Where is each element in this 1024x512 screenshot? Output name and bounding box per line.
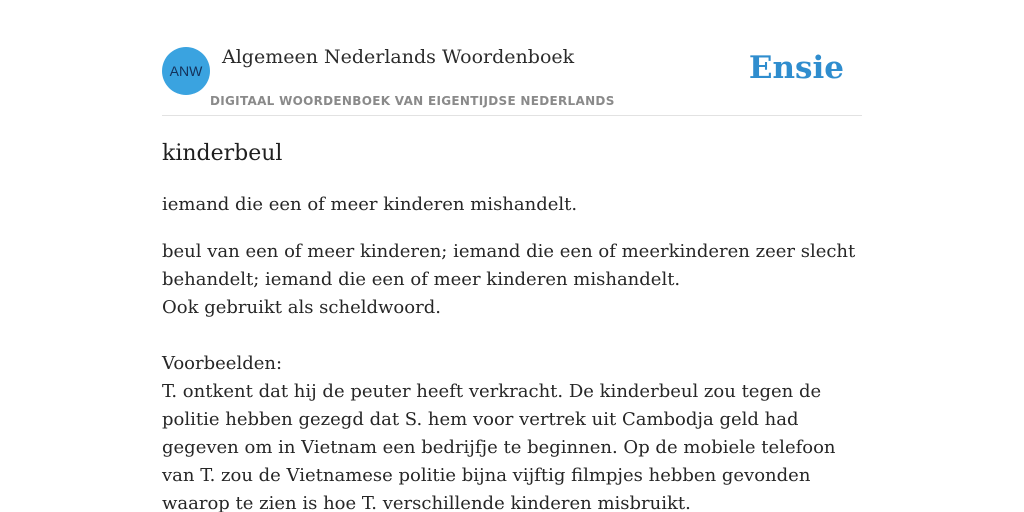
spacer — [162, 322, 862, 350]
site-header — [162, 0, 862, 116]
explanation — [162, 238, 862, 512]
ensie-brand-logo[interactable]: Ensie — [748, 50, 844, 86]
explanation-text: beul van een of meer kinderen; iemand die een of meerkinderen zeer slecht behandelt; iemand die een of meer kinderen mishandelt. — [162, 241, 856, 290]
headword: kinderbeul — [162, 141, 283, 166]
entry-content — [162, 138, 862, 512]
anw-logo[interactable]: ANW — [162, 47, 210, 95]
usage-note: Ook gebruikt als scheldwoord. — [162, 297, 441, 318]
examples-label: Voorbeelden: — [162, 353, 283, 374]
example-text: T. ontkent dat hij de peuter heeft verkracht. De kinderbeul zou tegen de politie hebben gezegd dat S. hem voor vertrek uit Cambodja geld had gegeven om in Vietnam een bedrijfje te beginnen. Op de mobiele telefoon van T. zou de Vietnamese politie bijna vijftig filmpjes hebben gevonden waarop te zien is hoe T. verschillende kinderen misbruikt. — [162, 381, 836, 512]
site-subtitle: DIGITAAL WOORDENBOEK VAN EIGENTIJDSE NEDERLANDS — [210, 94, 615, 108]
definition: iemand die een of meer kinderen mishandelt. — [162, 194, 578, 215]
site-title[interactable]: Algemeen Nederlands Woordenboek — [222, 46, 575, 68]
